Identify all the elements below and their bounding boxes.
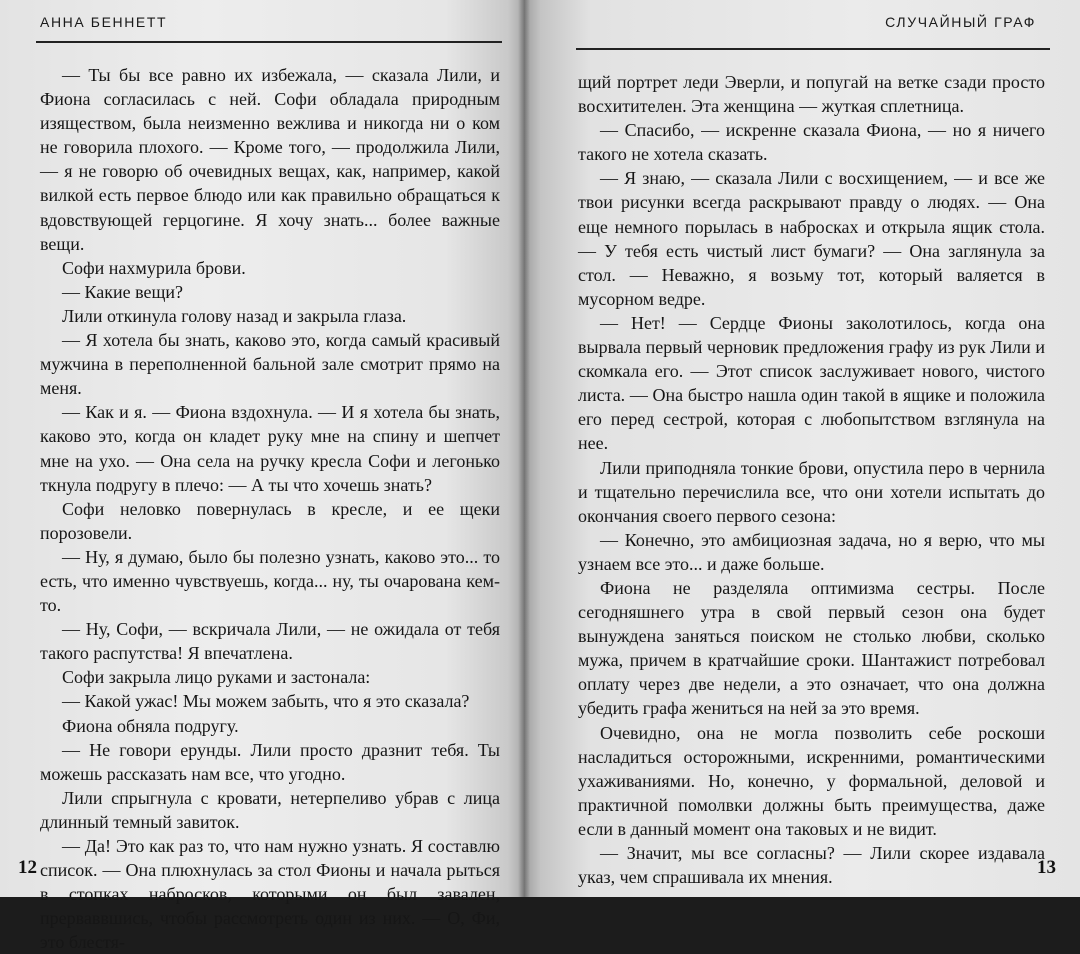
paragraph: Софи нахмурила брови. xyxy=(62,257,246,278)
page-number: 12 xyxy=(18,857,37,878)
running-head-author: АННА БЕННЕТТ xyxy=(40,14,168,30)
paragraph: — Да! Это как раз то, что нам нужно узнать. Я составлю список. — Она плюхнулась за стол Фионы и начала рыться в стопках набросков, которыми он был завален, прерваввшись, чтобы рассмотреть один из них. — О, Фи, это блестя- xyxy=(40,836,500,953)
paragraph: — Какой ужас! Мы можем забыть, что я это сказала? xyxy=(62,691,470,712)
header-rule xyxy=(36,41,502,43)
paragraph: Лили спрыгнула с кровати, нетерпеливо убрав с лица длинный темный завиток. xyxy=(40,787,500,832)
paragraph: Софи закрыла лицо руками и застонала: xyxy=(62,667,371,688)
header-rule xyxy=(576,48,1050,50)
right-page-body xyxy=(578,70,1045,889)
paragraph: Фиона обняла подругу. xyxy=(62,715,239,736)
paragraph: Лили откинула голову назад и закрыла глаза. xyxy=(62,305,407,326)
left-page xyxy=(0,0,524,953)
paragraph: — Нет! — Сердце Фионы заколотилось, когда она вырвала первый черновик предложения графу из рук Лили и скомкала его. — Этот список заслуживает нового, чистого листа. — Она быстро нашла один такой в ящике и положила его перед сестрой, которая с любопытством взглянула на нее. xyxy=(578,312,1045,454)
paragraph: — Значит, мы все согласны? — Лили скорее издавала указ, чем спрашивала их мнения. xyxy=(578,843,1045,888)
paragraph: — Конечно, это амбициозная задача, но я верю, что мы узнаем все это... и даже больше. xyxy=(578,529,1045,574)
paragraph: — Спасибо, — искренне сказала Фиона, — но я ничего такого не хотела сказать. xyxy=(578,120,1045,165)
running-head-title: СЛУЧАЙНЫЙ ГРАФ xyxy=(885,14,1036,30)
paragraph: Софи неловко повернулась в кресле, и ее щеки порозовели. xyxy=(40,498,500,543)
paragraph: Фиона не разделяла оптимизма сестры. После сегодняшнего утра в свой первый сезон она будет вынуждена заняться поиском не столько любви, сколько мужа, причем в кратчайшие сроки. Шантажист потребовал оплату через две недели, а это означает, что она должна убедить графа жениться на ней за это время. xyxy=(578,577,1045,719)
paragraph: — Я знаю, — сказала Лили с восхищением, — и все же твои рисунки всегда раскрывают правду о людях. — Она еще немного порылась в набросках и открыла ящик стола. — У тебя есть чистый лист бумаги? — Она заглянула за стол. — Неважно, я возьму тот, который валяется в мусорном ведре. xyxy=(578,168,1045,309)
paragraph: — Какие вещи? xyxy=(62,281,183,302)
paragraph: Очевидно, она не могла позволить себе роскоши насладиться осторожными, искренними, романтическими ухаживаниями. Но, конечно, у формальной, деловой и практичной помолвки должны быть преимущества, даже если в данный момент она таковых и не видит. xyxy=(578,722,1045,839)
page-number: 13 xyxy=(1037,857,1056,878)
paragraph: — Не говори ерунды. Лили просто дразнит тебя. Ты можешь рассказать нам все, что угодно. xyxy=(40,739,500,784)
paragraph: — Ты бы все равно их избежала, — сказала Лили, и Фиона согласилась с ней. Софи обладала природным изяществом, была неизменно вежлива и никогда ни о ком не говорила плохого. — Кроме того, — продолжила Лили, — я не говорю об очевидных вещах, как, например, какой вилкой есть первое блюдо или как правильно обращаться к вдовствующей герцогине. Я хочу знать... более важные вещи. xyxy=(40,65,500,254)
paragraph: — Как и я. — Фиона вздохнула. — И я хотела бы знать, каково это, когда он кладет руку мне на спину и шепчет мне на ухо. — Она села на ручку кресла Софи и легонько ткнула подругу в плечо: — А ты что хочешь знать? xyxy=(40,402,500,495)
right-page xyxy=(524,0,1080,897)
paragraph-continuation: щий портрет леди Эверли, и попугай на ветке сзади просто восхитителен. Эта женщина — жуткая сплетница. xyxy=(578,72,1045,117)
paragraph: — Ну, Софи, — вскричала Лили, — не ожидала от тебя такого распутства! Я впечатлена. xyxy=(40,619,500,664)
paragraph: — Я хотела бы знать, каково это, когда самый красивый мужчина в переполненной бальной зале смотрит прямо на меня. xyxy=(40,330,500,399)
left-page-body xyxy=(40,63,500,954)
paragraph: — Ну, я думаю, было бы полезно узнать, каково это... то есть, что именно чувствуешь, когда... ну, ты очарована кем-то. xyxy=(40,546,500,616)
paragraph: Лили приподняла тонкие брови, опустила перо в чернила и тщательно перечислила все, что они хотели испытать до окончания своего первого сезона: xyxy=(578,457,1045,526)
